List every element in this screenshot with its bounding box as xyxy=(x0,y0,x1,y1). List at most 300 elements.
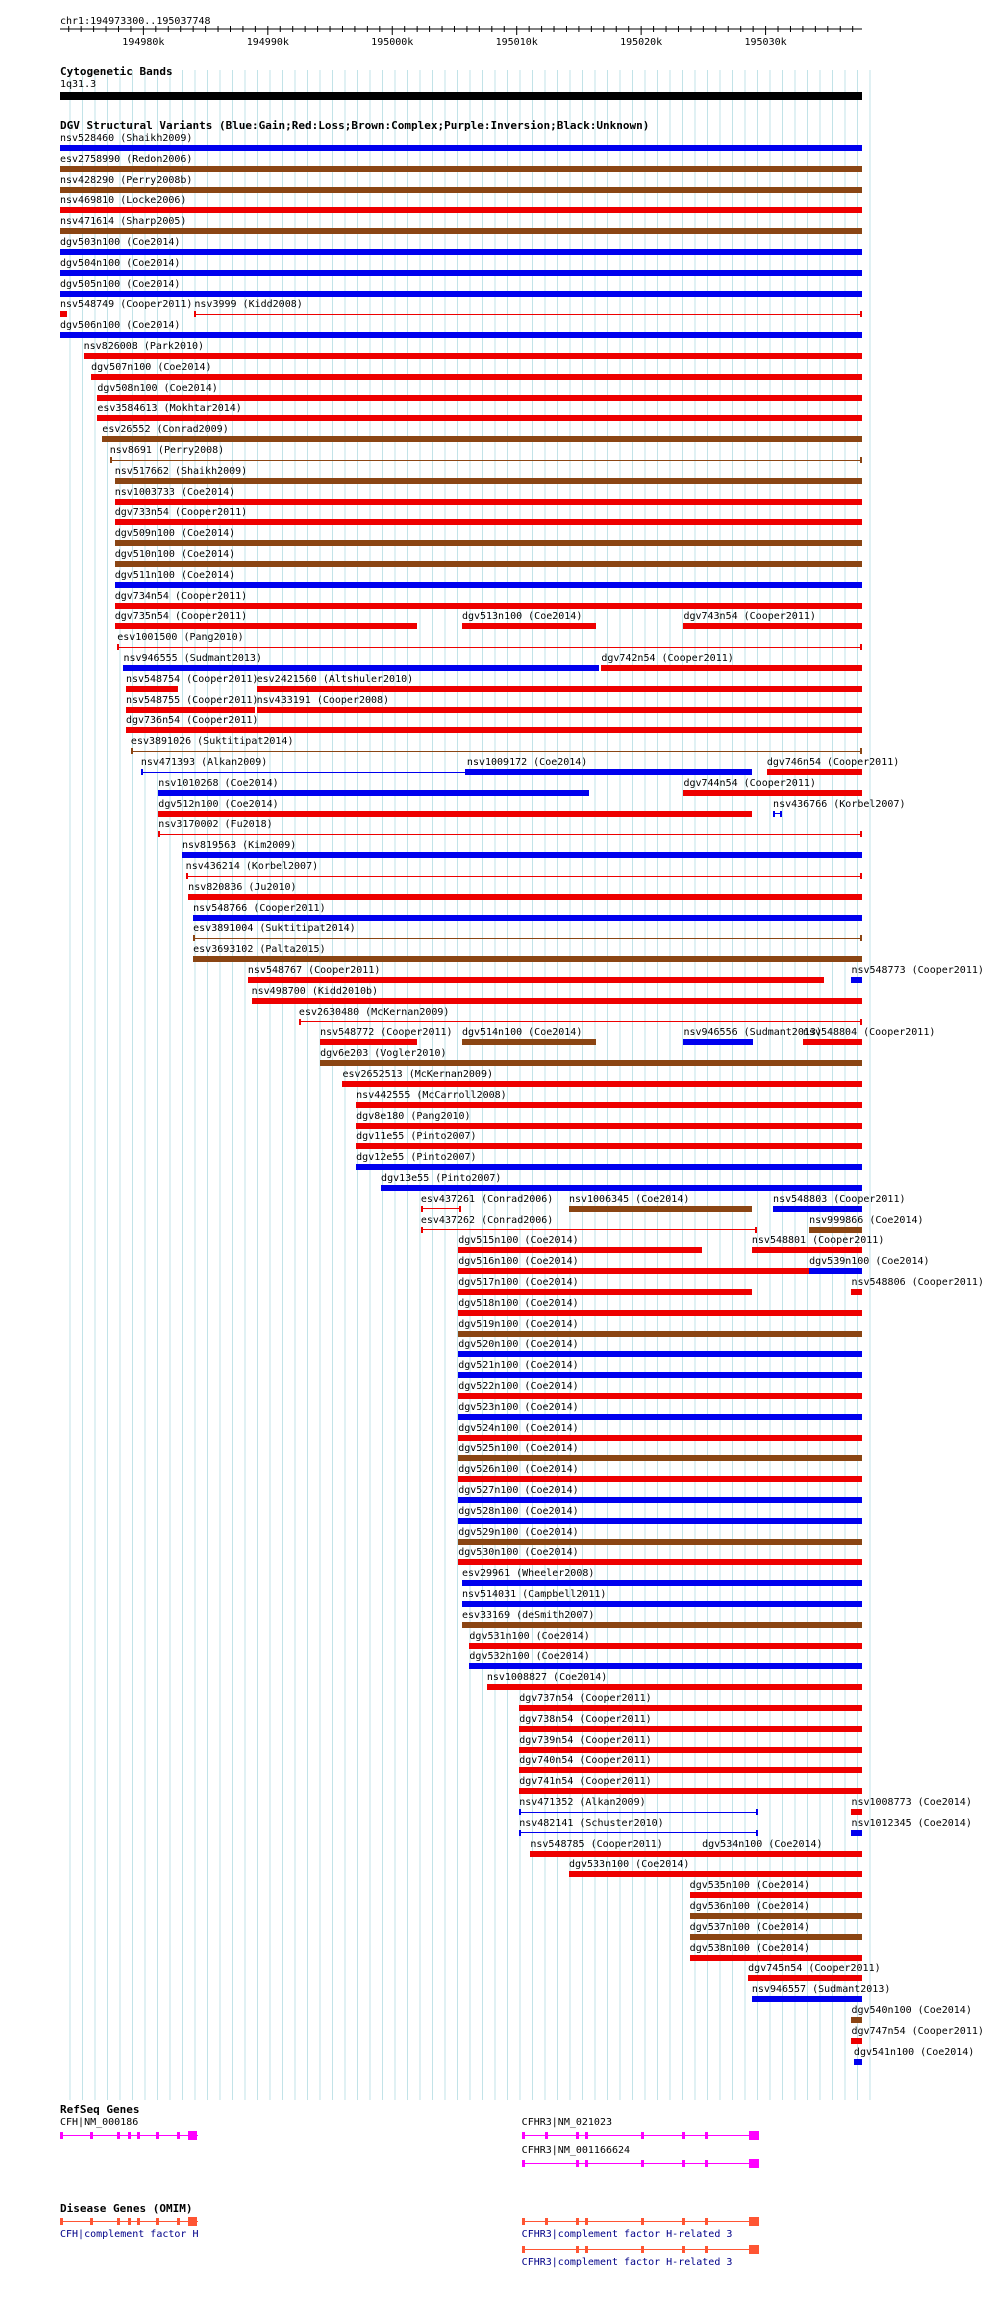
variant-label[interactable]: dgv744n54 (Cooper2011) xyxy=(683,777,816,789)
gene-label[interactable]: CFHR3|complement factor H-related 3 xyxy=(521,2257,733,2268)
variant-bar[interactable] xyxy=(690,1934,862,1940)
variant-bar-end xyxy=(860,748,862,754)
gene-exon[interactable] xyxy=(682,2218,685,2225)
variant-bar[interactable] xyxy=(851,2017,862,2023)
variant-bar[interactable] xyxy=(115,561,862,567)
variant-bar[interactable] xyxy=(458,1559,862,1565)
variant-bar[interactable] xyxy=(458,1497,862,1503)
variant-label[interactable]: esv437262 (Conrad2006) xyxy=(420,1214,554,1226)
variant-bar[interactable] xyxy=(462,1039,596,1045)
variant-bar[interactable] xyxy=(851,1830,862,1836)
variant-bar[interactable] xyxy=(60,291,862,297)
cytoband-track-title: Cytogenetic Bands xyxy=(60,65,173,78)
variant-label[interactable]: dgv742n54 (Cooper2011) xyxy=(601,653,734,664)
variant-label[interactable]: nsv548766 (Cooper2011) xyxy=(193,902,326,914)
variant-label[interactable]: dgv739n54 (Cooper2011) xyxy=(519,1734,652,1746)
variant-label[interactable]: nsv946557 (Sudmant2013) xyxy=(751,1984,891,1996)
variant-label[interactable]: dgv538n100 (Coe2014) xyxy=(689,1942,811,1954)
variant-bar[interactable] xyxy=(462,1622,862,1628)
variant-bar[interactable] xyxy=(193,938,862,939)
variant-bar[interactable] xyxy=(110,460,862,461)
gene-exon[interactable] xyxy=(641,2160,644,2167)
dgv-track-title: DGV Structural Variants (Blue:Gain;Red:Loss;Brown:Complex;Purple:Inversion;Black:Unknown) xyxy=(60,119,650,132)
variant-label[interactable]: dgv523n100 (Coe2014) xyxy=(458,1401,579,1413)
variant-bar[interactable] xyxy=(381,1185,862,1191)
variant-bar[interactable] xyxy=(60,207,862,213)
variant-label[interactable]: dgv503n100 (Coe2014) xyxy=(60,237,181,248)
variant-label[interactable]: dgv738n54 (Cooper2011) xyxy=(519,1713,652,1725)
variant-bar[interactable] xyxy=(60,166,862,172)
variant-bar[interactable] xyxy=(248,977,824,983)
variant-bar[interactable] xyxy=(467,769,752,775)
variant-bar[interactable] xyxy=(458,1435,862,1441)
variant-bar[interactable] xyxy=(60,249,862,255)
gene-exon[interactable] xyxy=(641,2246,644,2253)
variant-bar[interactable] xyxy=(851,977,862,983)
variant-bar[interactable] xyxy=(458,1414,862,1420)
variant-bar[interactable] xyxy=(854,2059,862,2065)
gene-exon[interactable] xyxy=(576,2160,579,2167)
variant-label[interactable]: nsv442555 (McCarroll2008) xyxy=(356,1089,507,1101)
variant-label[interactable]: nsv548755 (Cooper2011) xyxy=(125,694,259,706)
variant-bar[interactable] xyxy=(809,1227,862,1233)
variant-label[interactable]: dgv528n100 (Coe2014) xyxy=(458,1505,579,1517)
variant-bar-end xyxy=(860,935,862,941)
variant-bar[interactable] xyxy=(458,1289,752,1295)
variant-bar[interactable] xyxy=(60,228,862,234)
variant-bar[interactable] xyxy=(158,834,862,835)
variant-bar[interactable] xyxy=(252,998,862,1004)
variant-label[interactable]: dgv747n54 (Cooper2011) xyxy=(851,2025,984,2037)
variant-label[interactable]: nsv471352 (Alkan2009) xyxy=(519,1797,646,1808)
gene-label[interactable]: CFHR3|NM_021023 xyxy=(521,2117,612,2128)
variant-label[interactable]: nsv469810 (Locke2006) xyxy=(60,195,187,207)
variant-label[interactable]: dgv734n54 (Cooper2011) xyxy=(114,590,248,602)
variant-label[interactable]: dgv8e180 (Pang2010) xyxy=(356,1110,471,1122)
variant-bar[interactable] xyxy=(97,415,862,421)
variant-bar[interactable] xyxy=(182,852,862,858)
gene-exon[interactable] xyxy=(188,2217,197,2226)
variant-label[interactable]: dgv741n54 (Cooper2011) xyxy=(519,1776,652,1788)
variant-label[interactable]: nsv548749 (Cooper2011) xyxy=(60,299,193,311)
gene-exon[interactable] xyxy=(60,2132,63,2139)
gene-exon[interactable] xyxy=(585,2160,588,2167)
variant-bar[interactable] xyxy=(115,582,862,588)
variant-bar[interactable] xyxy=(60,187,862,193)
variant-label[interactable]: dgv527n100 (Coe2014) xyxy=(458,1485,579,1496)
variant-label[interactable]: dgv11e55 (Pinto2007) xyxy=(356,1131,477,1143)
variant-label[interactable]: dgv518n100 (Coe2014) xyxy=(458,1297,579,1309)
variant-bar[interactable] xyxy=(752,1996,862,2002)
variant-label[interactable]: dgv531n100 (Coe2014) xyxy=(469,1630,590,1642)
variant-bar[interactable] xyxy=(126,707,255,713)
gene-exon[interactable] xyxy=(177,2218,180,2225)
variant-label[interactable]: dgv514n100 (Coe2014) xyxy=(461,1027,583,1039)
variant-label[interactable]: nsv826008 (Park2010) xyxy=(83,341,205,352)
variant-bar[interactable] xyxy=(141,772,467,773)
variant-label[interactable]: nsv999866 (Coe2014) xyxy=(809,1214,924,1226)
variant-bar[interactable] xyxy=(158,811,752,817)
variant-label[interactable]: nsv8691 (Perry2008) xyxy=(109,445,225,456)
variant-bar[interactable] xyxy=(320,1039,417,1045)
variant-bar[interactable] xyxy=(519,1726,862,1732)
gene-exon[interactable] xyxy=(585,2132,588,2139)
variant-label[interactable]: dgv13e55 (Pinto2007) xyxy=(381,1173,502,1184)
gene-label[interactable]: CFH|complement factor H xyxy=(60,2229,199,2240)
variant-label[interactable]: nsv436214 (Korbel2007) xyxy=(185,861,319,872)
variant-bar[interactable] xyxy=(115,478,862,484)
variant-label[interactable]: nsv428290 (Perry2008b) xyxy=(60,174,193,186)
gene-exon[interactable] xyxy=(682,2132,685,2139)
variant-label[interactable]: dgv534n100 (Coe2014) xyxy=(702,1838,823,1850)
variant-label[interactable]: esv33169 (deSmith2007) xyxy=(461,1609,595,1621)
gene-exon[interactable] xyxy=(128,2132,131,2139)
gene-exon[interactable] xyxy=(576,2218,579,2225)
variant-bar[interactable] xyxy=(458,1351,862,1357)
variant-bar[interactable] xyxy=(193,956,862,962)
variant-label[interactable]: dgv735n54 (Cooper2011) xyxy=(114,611,248,623)
variant-label[interactable]: dgv507n100 (Coe2014) xyxy=(91,361,212,373)
variant-label[interactable]: nsv1008773 (Coe2014) xyxy=(851,1797,972,1808)
variant-label[interactable]: dgv541n100 (Coe2014) xyxy=(853,2046,975,2058)
variant-bar[interactable] xyxy=(601,665,862,671)
variant-bar-end xyxy=(193,935,195,941)
variant-bar[interactable] xyxy=(519,1788,862,1794)
variant-bar[interactable] xyxy=(851,1809,862,1815)
variant-label[interactable]: nsv3999 (Kidd2008) xyxy=(194,299,303,311)
gene-exon[interactable] xyxy=(156,2132,159,2139)
variant-bar[interactable] xyxy=(458,1518,862,1524)
variant-label[interactable]: dgv505n100 (Coe2014) xyxy=(60,278,181,290)
gene-exon[interactable] xyxy=(188,2131,197,2140)
variant-label[interactable]: esv437261 (Conrad2006) xyxy=(420,1193,554,1205)
variant-bar[interactable] xyxy=(458,1247,702,1253)
variant-label[interactable]: nsv548767 (Cooper2011) xyxy=(247,965,381,976)
gene-exon[interactable] xyxy=(522,2132,525,2139)
variant-bar[interactable] xyxy=(690,1892,862,1898)
gene-exon[interactable] xyxy=(705,2246,708,2253)
variant-bar[interactable] xyxy=(851,2038,862,2044)
variant-label[interactable]: dgv513n100 (Coe2014) xyxy=(461,611,583,623)
gene-exon[interactable] xyxy=(682,2246,685,2253)
position-label: chr1:194973300..195037748 xyxy=(60,16,211,27)
variant-label[interactable]: nsv946555 (Sudmant2013) xyxy=(123,653,262,664)
variant-label[interactable]: dgv530n100 (Coe2014) xyxy=(458,1547,579,1559)
variant-label[interactable]: nsv528460 (Shaikh2009) xyxy=(60,133,193,144)
variant-label[interactable]: dgv519n100 (Coe2014) xyxy=(458,1318,579,1330)
gene-exon[interactable] xyxy=(641,2132,644,2139)
variant-label[interactable]: dgv529n100 (Coe2014) xyxy=(458,1526,579,1538)
gene-exon[interactable] xyxy=(522,2160,525,2167)
variant-label[interactable]: dgv535n100 (Coe2014) xyxy=(689,1880,811,1892)
variant-label[interactable]: dgv509n100 (Coe2014) xyxy=(114,528,236,540)
variant-label[interactable]: dgv736n54 (Cooper2011) xyxy=(125,715,259,727)
gene-exon[interactable] xyxy=(576,2132,579,2139)
variant-bar[interactable] xyxy=(458,1476,862,1482)
variant-label[interactable]: dgv506n100 (Coe2014) xyxy=(60,320,181,332)
variant-bar[interactable] xyxy=(458,1539,862,1545)
variant-label[interactable]: esv1001500 (Pang2010) xyxy=(117,632,244,644)
variant-bar[interactable] xyxy=(186,876,862,877)
variant-label[interactable]: nsv820836 (Ju2010) xyxy=(188,881,297,893)
variant-bar[interactable] xyxy=(356,1143,862,1149)
variant-bar[interactable] xyxy=(257,686,862,692)
variant-bar[interactable] xyxy=(97,395,862,401)
variant-label[interactable]: dgv515n100 (Coe2014) xyxy=(458,1235,579,1247)
variant-bar[interactable] xyxy=(60,311,67,317)
variant-label[interactable]: esv29961 (Wheeler2008) xyxy=(461,1568,595,1580)
variant-bar[interactable] xyxy=(421,1208,461,1209)
variant-bar[interactable] xyxy=(458,1393,862,1399)
gene-exon[interactable] xyxy=(749,2159,759,2168)
variant-bar[interactable] xyxy=(690,1913,862,1919)
variant-bar[interactable] xyxy=(530,1851,702,1857)
variant-label[interactable]: nsv3170002 (Fu2018) xyxy=(158,819,273,831)
variant-label[interactable]: dgv737n54 (Cooper2011) xyxy=(519,1693,652,1704)
gene-label[interactable]: CFHR3|NM_001166624 xyxy=(521,2145,631,2156)
variant-bar[interactable] xyxy=(115,519,862,525)
variant-bar[interactable] xyxy=(462,1601,862,1607)
gene-exon[interactable] xyxy=(576,2246,579,2253)
variant-bar[interactable] xyxy=(458,1310,862,1316)
gene-exon[interactable] xyxy=(585,2218,588,2225)
gene-exon[interactable] xyxy=(60,2218,63,2225)
variant-bar[interactable] xyxy=(569,1206,752,1212)
variant-bar-end xyxy=(186,873,188,879)
variant-label[interactable]: nsv1012345 (Coe2014) xyxy=(851,1817,972,1829)
variant-label[interactable]: nsv1009172 (Coe2014) xyxy=(466,757,588,768)
variant-bar[interactable] xyxy=(519,1767,862,1773)
variant-label[interactable]: dgv526n100 (Coe2014) xyxy=(458,1464,579,1476)
gene-exon[interactable] xyxy=(749,2131,759,2140)
variant-bar-end xyxy=(860,457,862,463)
variant-label[interactable]: dgv504n100 (Coe2014) xyxy=(60,257,181,269)
variant-label[interactable]: dgv516n100 (Coe2014) xyxy=(458,1256,579,1268)
variant-bar[interactable] xyxy=(60,270,862,276)
variant-label[interactable]: dgv511n100 (Coe2014) xyxy=(114,569,236,581)
variant-label[interactable]: dgv540n100 (Coe2014) xyxy=(851,2005,972,2016)
variant-label[interactable]: esv3693102 (Palta2015) xyxy=(193,944,326,956)
variant-label[interactable]: nsv471393 (Alkan2009) xyxy=(140,757,268,768)
variant-bar[interactable] xyxy=(519,1705,862,1711)
gene-exon[interactable] xyxy=(522,2246,525,2253)
gene-exon[interactable] xyxy=(705,2160,708,2167)
variant-label[interactable]: dgv521n100 (Coe2014) xyxy=(458,1360,579,1372)
variant-bar[interactable] xyxy=(356,1123,862,1129)
variant-bar[interactable] xyxy=(115,499,862,505)
gene-exon[interactable] xyxy=(585,2246,588,2253)
variant-bar-end xyxy=(860,873,862,879)
variant-label[interactable]: dgv512n100 (Coe2014) xyxy=(158,798,279,810)
variant-label[interactable]: nsv1010268 (Coe2014) xyxy=(158,777,279,789)
ruler-tick-label: 194980k xyxy=(122,37,165,48)
gene-exon[interactable] xyxy=(177,2132,180,2139)
gene-exon[interactable] xyxy=(117,2218,120,2225)
variant-bar[interactable] xyxy=(458,1268,862,1274)
variant-bar[interactable] xyxy=(356,1164,862,1170)
variant-bar[interactable] xyxy=(123,665,598,671)
variant-label[interactable]: nsv548806 (Cooper2011) xyxy=(851,1277,984,1288)
gene-label[interactable]: CFHR3|complement factor H-related 3 xyxy=(521,2229,733,2240)
variant-label[interactable]: esv3584613 (Mokhtar2014) xyxy=(97,403,242,415)
gene-exon[interactable] xyxy=(682,2160,685,2167)
gene-exon[interactable] xyxy=(137,2218,140,2225)
gene-exon[interactable] xyxy=(749,2245,759,2254)
variant-label[interactable]: dgv524n100 (Coe2014) xyxy=(458,1422,579,1434)
variant-label[interactable]: nsv548803 (Cooper2011) xyxy=(773,1193,906,1205)
variant-label[interactable]: dgv522n100 (Coe2014) xyxy=(458,1381,579,1392)
variant-label[interactable]: esv2421560 (Altshuler2010) xyxy=(256,673,414,685)
variant-bar[interactable] xyxy=(84,353,862,359)
variant-bar[interactable] xyxy=(519,1747,862,1753)
variant-label[interactable]: nsv514031 (Campbell2011) xyxy=(461,1589,607,1600)
variant-bar-end xyxy=(299,1019,301,1025)
variant-bar-end xyxy=(756,1809,758,1815)
variant-bar[interactable] xyxy=(458,1455,862,1461)
gene-exon[interactable] xyxy=(545,2132,548,2139)
variant-bar[interactable] xyxy=(458,1331,862,1337)
variant-bar[interactable] xyxy=(342,1081,862,1087)
variant-bar[interactable] xyxy=(193,915,862,921)
variant-bar[interactable] xyxy=(803,1039,862,1045)
variant-bar[interactable] xyxy=(752,1247,862,1253)
gene-exon[interactable] xyxy=(749,2217,759,2226)
variant-label[interactable]: nsv548754 (Cooper2011) xyxy=(125,673,259,685)
variant-label[interactable]: dgv510n100 (Coe2014) xyxy=(114,549,236,560)
variant-label[interactable]: dgv517n100 (Coe2014) xyxy=(458,1277,579,1288)
variant-bar[interactable] xyxy=(299,1021,862,1022)
variant-bar[interactable] xyxy=(462,1580,862,1586)
gene-exon[interactable] xyxy=(156,2218,159,2225)
variant-bar[interactable] xyxy=(487,1684,862,1690)
variant-label[interactable]: esv3891026 (Suktitipat2014) xyxy=(130,736,294,748)
gene-exon[interactable] xyxy=(545,2218,548,2225)
variant-bar[interactable] xyxy=(469,1663,862,1669)
variant-label[interactable]: esv2758990 (Redon2006) xyxy=(60,153,193,165)
variant-bar-end xyxy=(756,1830,758,1836)
variant-bar[interactable] xyxy=(462,623,596,629)
variant-bar[interactable] xyxy=(117,647,862,648)
variant-bar[interactable] xyxy=(91,374,862,380)
variant-label[interactable]: dgv740n54 (Cooper2011) xyxy=(519,1755,652,1767)
variant-label[interactable]: nsv1003733 (Coe2014) xyxy=(114,486,236,498)
gene-exon[interactable] xyxy=(522,2218,525,2225)
variant-bar[interactable] xyxy=(115,623,417,629)
variant-bar[interactable] xyxy=(126,727,862,733)
variant-bar[interactable] xyxy=(809,1268,862,1274)
variant-bar[interactable] xyxy=(158,790,589,796)
variant-bar[interactable] xyxy=(469,1643,862,1649)
variant-bar[interactable] xyxy=(458,1372,862,1378)
variant-bar[interactable] xyxy=(60,145,862,151)
variant-bar[interactable] xyxy=(569,1871,862,1877)
variant-label[interactable]: nsv1006345 (Coe2014) xyxy=(568,1193,690,1205)
gene-exon[interactable] xyxy=(117,2132,120,2139)
variant-label[interactable]: dgv508n100 (Coe2014) xyxy=(97,382,218,394)
variant-label[interactable]: dgv539n100 (Coe2014) xyxy=(809,1256,930,1268)
variant-label[interactable]: nsv819563 (Kim2009) xyxy=(181,840,297,852)
gene-exon[interactable] xyxy=(641,2218,644,2225)
variant-label[interactable]: dgv743n54 (Cooper2011) xyxy=(683,611,816,623)
variant-bar-end xyxy=(860,644,862,650)
variant-label[interactable]: esv2652513 (McKernan2009) xyxy=(342,1069,493,1080)
variant-label[interactable]: dgv745n54 (Cooper2011) xyxy=(748,1963,881,1975)
variant-bar[interactable] xyxy=(519,1812,758,1813)
variant-label[interactable]: dgv6e203 (Vogler2010) xyxy=(320,1048,447,1060)
variant-bar[interactable] xyxy=(320,1060,862,1066)
variant-label[interactable]: nsv498700 (Kidd2010b) xyxy=(251,985,379,997)
variant-bar[interactable] xyxy=(683,623,862,629)
gene-exon[interactable] xyxy=(705,2132,708,2139)
variant-label[interactable]: nsv946556 (Sudmant2013) xyxy=(683,1027,822,1039)
variant-bar[interactable] xyxy=(767,769,862,775)
variant-label[interactable]: dgv12e55 (Pinto2007) xyxy=(356,1152,477,1164)
variant-label[interactable]: nsv517662 (Shaikh2009) xyxy=(114,465,248,477)
variant-bar[interactable] xyxy=(131,751,862,752)
variant-bar[interactable] xyxy=(683,790,862,796)
variant-bar-end xyxy=(459,1206,461,1212)
variant-label[interactable]: nsv471614 (Sharp2005) xyxy=(60,216,187,228)
variant-bar[interactable] xyxy=(115,540,862,546)
variant-label[interactable]: nsv436766 (Korbel2007) xyxy=(773,798,906,810)
variant-label[interactable]: dgv536n100 (Coe2014) xyxy=(689,1901,811,1912)
variant-label[interactable]: nsv548785 (Cooper2011) xyxy=(530,1838,663,1850)
variant-bar-end xyxy=(860,831,862,837)
variant-bar[interactable] xyxy=(773,1206,862,1212)
variant-label[interactable]: dgv746n54 (Cooper2011) xyxy=(766,757,900,768)
variant-label[interactable]: dgv525n100 (Coe2014) xyxy=(458,1443,579,1455)
variant-bar[interactable] xyxy=(194,314,862,315)
variant-label[interactable]: dgv520n100 (Coe2014) xyxy=(458,1339,579,1351)
variant-bar[interactable] xyxy=(102,436,862,442)
variant-bar[interactable] xyxy=(748,1975,862,1981)
variant-bar-end xyxy=(519,1809,521,1815)
variant-bar[interactable] xyxy=(702,1851,862,1857)
gene-exon[interactable] xyxy=(128,2218,131,2225)
variant-label[interactable]: nsv548773 (Cooper2011) xyxy=(851,965,984,976)
variant-label[interactable]: dgv533n100 (Coe2014) xyxy=(568,1859,690,1871)
variant-label[interactable]: dgv733n54 (Cooper2011) xyxy=(114,507,248,519)
variant-bar[interactable] xyxy=(115,603,862,609)
variant-label[interactable]: esv3891004 (Suktitipat2014) xyxy=(193,923,356,935)
variant-label[interactable]: esv26552 (Conrad2009) xyxy=(102,424,229,436)
gene-label[interactable]: CFH|NM_000186 xyxy=(60,2117,139,2128)
variant-bar[interactable] xyxy=(126,686,178,692)
gene-exon[interactable] xyxy=(705,2218,708,2225)
variant-label[interactable]: nsv1008827 (Coe2014) xyxy=(486,1672,608,1684)
variant-label[interactable]: nsv548772 (Cooper2011) xyxy=(320,1027,453,1039)
variant-label[interactable]: nsv548804 (Cooper2011) xyxy=(802,1027,936,1039)
variant-bar[interactable] xyxy=(690,1955,862,1961)
variant-bar[interactable] xyxy=(683,1039,753,1045)
variant-label[interactable]: nsv433191 (Cooper2008) xyxy=(256,694,390,706)
variant-label[interactable]: esv2630480 (McKernan2009) xyxy=(298,1006,450,1018)
variant-bar[interactable] xyxy=(519,1832,758,1833)
variant-label[interactable]: nsv548801 (Cooper2011) xyxy=(751,1235,885,1247)
variant-label[interactable]: nsv482141 (Schuster2010) xyxy=(519,1817,664,1829)
variant-bar[interactable] xyxy=(257,707,862,713)
variant-label[interactable]: dgv537n100 (Coe2014) xyxy=(689,1921,811,1933)
gene-exon[interactable] xyxy=(137,2132,140,2139)
variant-bar[interactable] xyxy=(60,332,862,338)
variant-bar[interactable] xyxy=(421,1229,757,1230)
gene-exon[interactable] xyxy=(90,2218,93,2225)
variant-label[interactable]: dgv532n100 (Coe2014) xyxy=(469,1651,590,1663)
variant-bar[interactable] xyxy=(851,1289,862,1295)
variant-bar[interactable] xyxy=(188,894,862,900)
variant-bar[interactable] xyxy=(356,1102,862,1108)
gene-exon[interactable] xyxy=(90,2132,93,2139)
